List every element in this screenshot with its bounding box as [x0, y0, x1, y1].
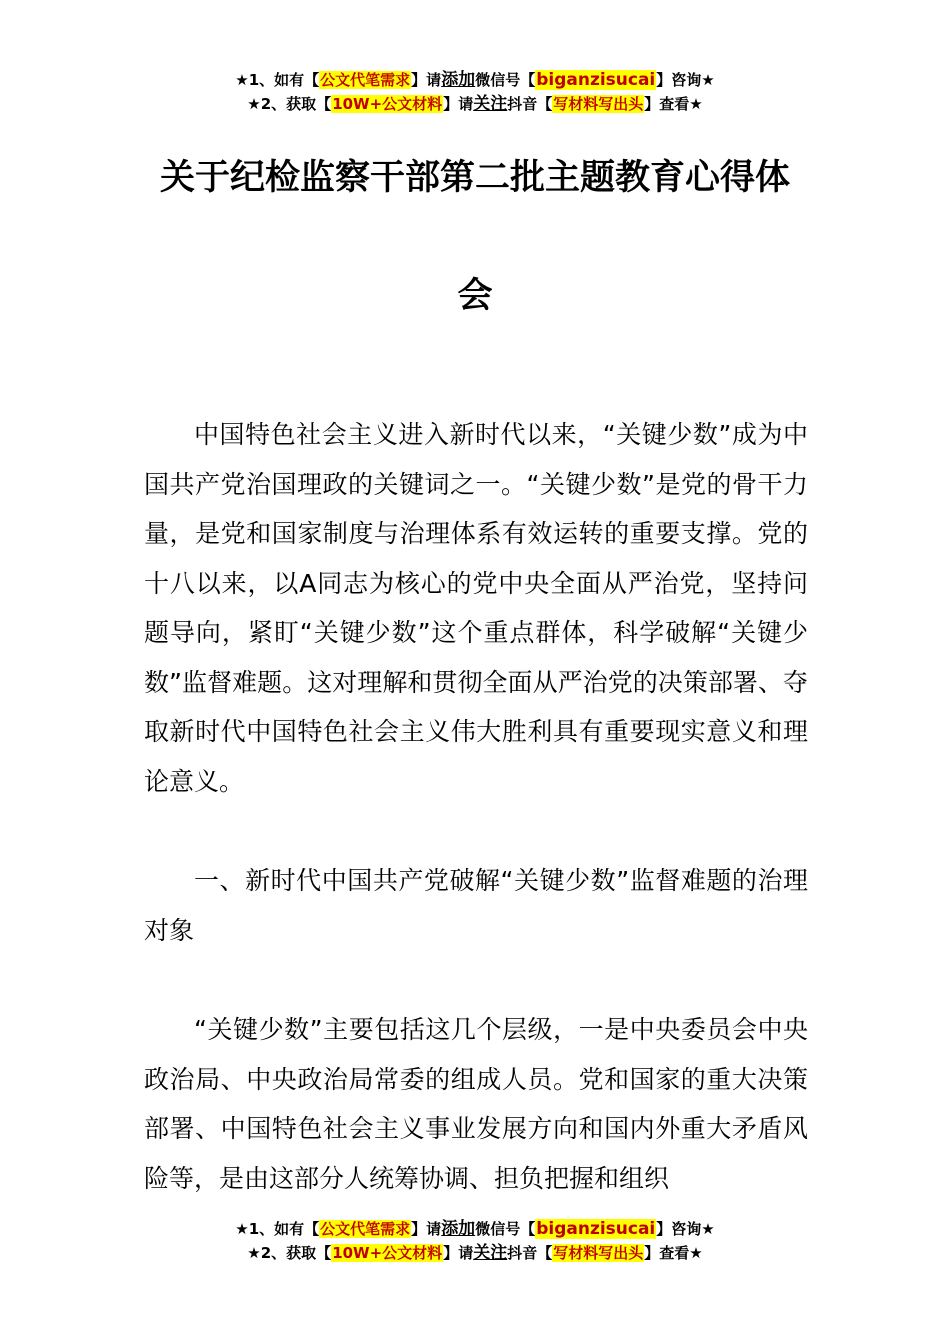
- promo-line-2: [0, 92, 950, 116]
- promo-text: 】咨询★: [656, 71, 715, 89]
- promo-emphasis: 添加: [441, 70, 476, 90]
- promo-banner-top: [0, 68, 950, 116]
- promo-emphasis: 关注: [473, 1243, 508, 1263]
- promo-text: 微信号【: [475, 71, 536, 89]
- promo-text: 】查看★: [644, 95, 703, 113]
- document-title-line-2: 会: [457, 276, 493, 316]
- promo-line-1: [0, 1217, 950, 1241]
- promo-emphasis: 添加: [441, 1219, 476, 1239]
- promo-text: ★2、获取【: [247, 1244, 332, 1262]
- promo-line-2: [0, 1241, 950, 1265]
- highlight-materials: 10W+公文材料: [332, 1244, 443, 1262]
- body-paragraph-2: “关键少数”主要包括这几个层级，一是中央委员会中央政治局、中央政治局常委的组成人员。党和国家的重大决策部署、中国特色社会主义事业发展方向和国内外重大矛盾风险等，是由这部分人统筹协调、担负把握和组织: [144, 1015, 808, 1193]
- promo-text: 】请: [411, 71, 442, 89]
- promo-text: ★2、获取【: [247, 95, 332, 113]
- highlight-service: 公文代笔需求: [320, 71, 411, 89]
- promo-text: 抖音【: [507, 1244, 553, 1262]
- promo-text: 】查看★: [644, 1244, 703, 1262]
- promo-text: 】请: [411, 1220, 442, 1238]
- promo-text: ★1、如有【: [235, 71, 320, 89]
- highlight-materials: 10W+公文材料: [332, 95, 443, 113]
- document-title-line-1: 关于纪检监察干部第二批主题教育心得体: [159, 158, 790, 198]
- highlight-wechat-id: biganzisucai: [536, 70, 656, 90]
- highlight-douyin-name: 写材料写出头: [553, 95, 644, 113]
- highlight-service: 公文代笔需求: [320, 1220, 411, 1238]
- highlight-wechat-id: biganzisucai: [536, 1219, 656, 1239]
- promo-text: 】请: [443, 95, 474, 113]
- section-heading-1: 一、新时代中国共产党破解“关键少数”监督难题的治理对象: [144, 866, 808, 945]
- promo-banner-bottom: [0, 1217, 950, 1265]
- promo-text: 微信号【: [475, 1220, 536, 1238]
- body-paragraph-intro: 中国特色社会主义进入新时代以来，“关键少数”成为中国共产党治国理政的关键词之一。“关键少数”是党的骨干力量，是党和国家制度与治理体系有效运转的重要支撑。党的十八以来，以A同志为核心的党中央全面从严治党，坚持问题导向，紧盯“关键少数”这个重点群体，科学破解“关键少数”监督难题。这对理解和贯彻全面从严治党的决策部署、夺取新时代中国特色社会主义伟大胜利具有重要现实意义和理论意义。: [144, 420, 808, 796]
- promo-text: 】请: [443, 1244, 474, 1262]
- promo-line-1: [0, 68, 950, 92]
- highlight-douyin-name: 写材料写出头: [553, 1244, 644, 1262]
- promo-text: 】咨询★: [656, 1220, 715, 1238]
- promo-text: ★1、如有【: [235, 1220, 320, 1238]
- promo-text: 抖音【: [507, 95, 553, 113]
- promo-emphasis: 关注: [473, 94, 508, 114]
